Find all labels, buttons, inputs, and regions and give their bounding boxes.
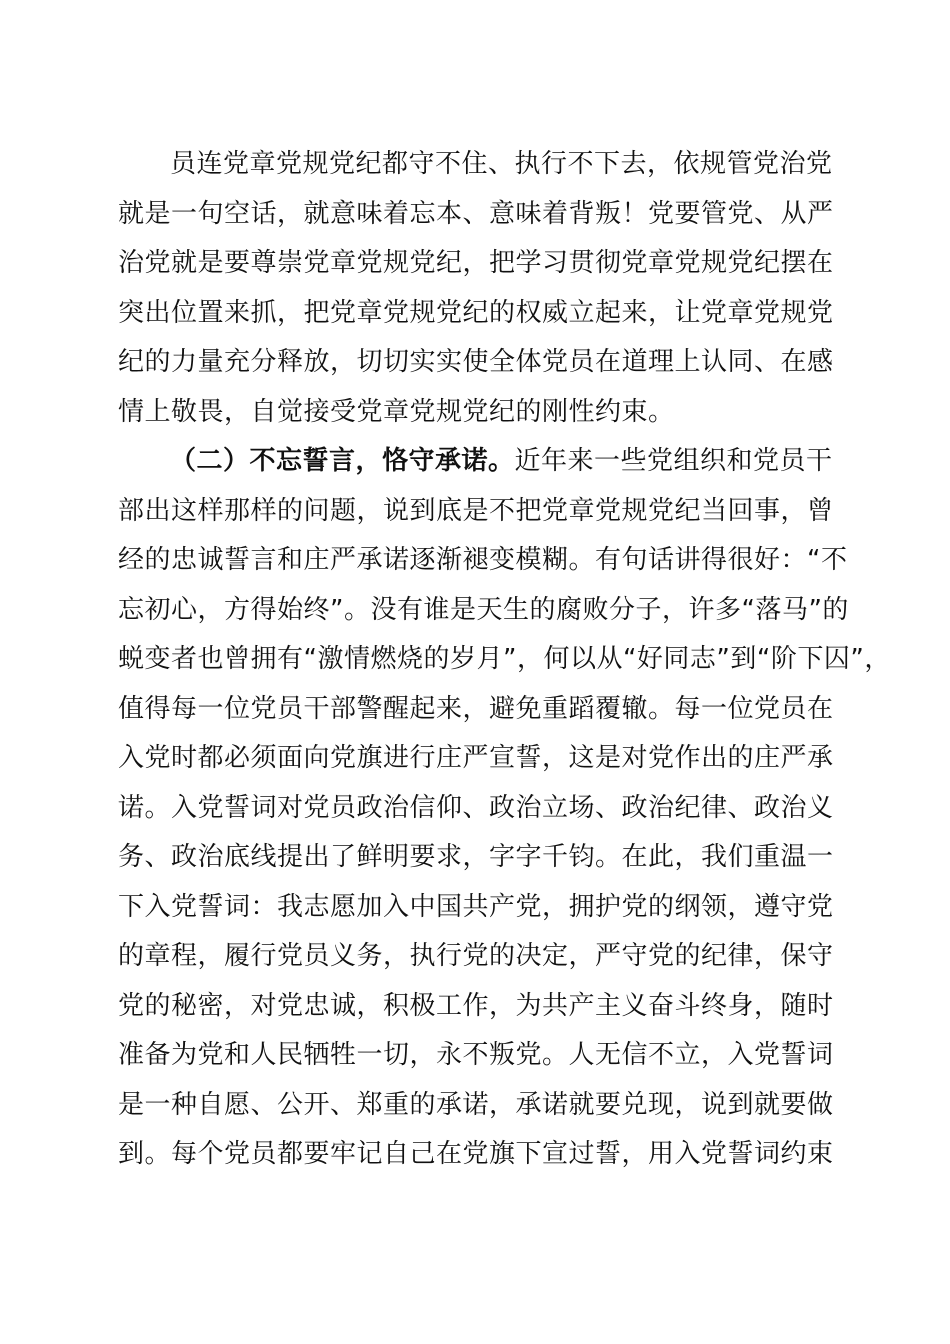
- text-line: 党的秘密，对党忠诚，积极工作，为共产主义奋斗终身，随时: [118, 990, 834, 1021]
- text-line: 突出位置来抓，把党章党规党纪的权威立起来，让党章党规党: [118, 297, 834, 328]
- text-line: 就是一句空话，就意味着忘本、意味着背叛！党要管党、从严: [118, 198, 834, 229]
- document-body: [118, 140, 891, 1180]
- text-line: 情上敬畏，自觉接受党章党规党纪的刚性约束。: [118, 396, 675, 427]
- text-line: 下入党誓词：我志愿加入中国共产党，拥护党的纲领，遵守党: [118, 891, 834, 922]
- text-line: 经的忠诚誓言和庄严承诺逐渐褪变模糊。有句话讲得很好：“不: [118, 545, 848, 575]
- text-line: 准备为党和人民牺牲一切，永不叛党。人无信不立，入党誓词: [118, 1040, 834, 1070]
- text-line: 务、政治底线提出了鲜明要求，字字千钧。在此，我们重温一: [118, 842, 834, 872]
- text-line: [118, 437, 833, 487]
- text-line: 蜕变者也曾拥有“激情燃烧的岁月”，何以从“好同志”到“阶下囚”，: [118, 644, 891, 674]
- text-line: 诺。入党誓词对党员政治信仰、政治立场、政治纪律、政治义: [118, 792, 834, 823]
- text-line: 员连党章党规党纪都守不住、执行不下去，依规管党治党: [170, 149, 833, 179]
- text-line: 的章程，履行党员义务，执行党的决定，严守党的纪律，保守: [118, 941, 834, 971]
- text-line: 值得每一位党员干部警醒起来，避免重蹈覆辙。每一位党员在: [118, 693, 834, 724]
- paragraph-continued: [118, 140, 834, 437]
- text-line: 纪的力量充分释放，切切实实使全体党员在道理上认同、在感: [118, 347, 834, 377]
- text-line: 治党就是要尊崇党章党规党纪，把学习贯彻党章党规党纪摆在: [118, 248, 834, 278]
- text-line: 忘初心，方得始终”。没有谁是天生的腐败分子，许多“落马”的: [118, 594, 849, 625]
- text-line: 到。每个党员都要牢记自己在党旗下宣过誓，用入党誓词约束: [118, 1139, 834, 1169]
- text-line: 是一种自愿、公开、郑重的承诺，承诺就要兑现，说到就要做: [118, 1089, 834, 1120]
- text-line: 入党时都必须面向党旗进行庄严宣誓，这是对党作出的庄严承: [118, 743, 834, 773]
- heading-line-text: 近年来一些党组织和党员干: [514, 446, 833, 476]
- text-line: 部出这样那样的问题，说到底是不把党章党规党纪当回事，曾: [118, 495, 834, 526]
- paragraph-section-two: [118, 437, 891, 1180]
- section-heading: （二）不忘誓言，恪守承诺。: [170, 446, 515, 476]
